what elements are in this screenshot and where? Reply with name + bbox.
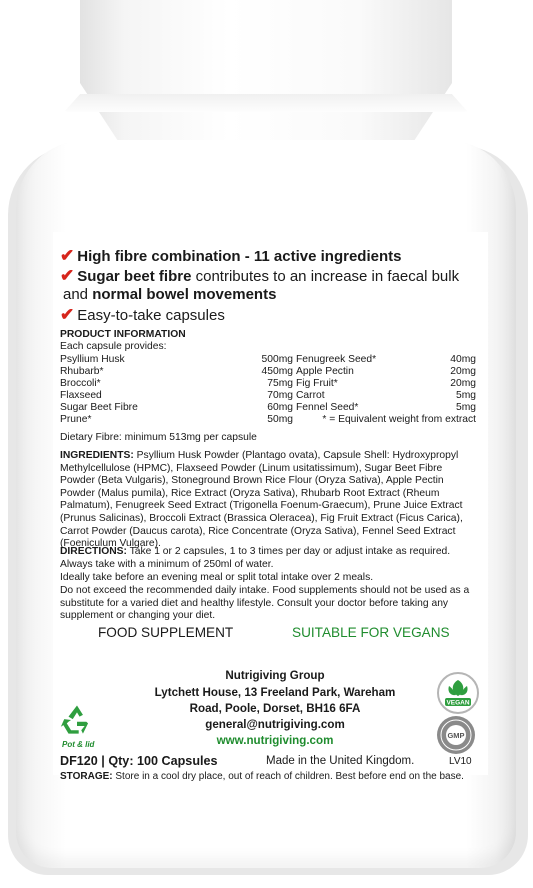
- gmp-badge: [437, 716, 475, 754]
- version-label: LV10: [449, 756, 472, 767]
- product-code: DF120 | Qty: 100 Capsules: [60, 754, 218, 768]
- benefit-1: ✔ High fibre combination - 11 active ingredients: [60, 246, 402, 265]
- food-supplement-label: FOOD SUPPLEMENT: [98, 625, 234, 640]
- vegan-badge-text: VEGAN: [446, 699, 470, 707]
- nutrient-name: Fenugreek Seed*: [296, 354, 377, 365]
- nutrient-name: Carrot: [296, 390, 325, 401]
- gmp-seal-icon: [437, 716, 475, 754]
- nutrient-amount: 500mg: [261, 354, 293, 365]
- company-name: Nutrigiving Group: [225, 669, 325, 682]
- checkmark-icon: ✔: [60, 266, 75, 285]
- storage-text: STORAGE: Store in a cool dry place, out of reach of children. Best before end on the base.: [60, 771, 464, 782]
- company-website: www.nutrigiving.com: [216, 734, 334, 747]
- gmp-badge-text: GMP: [447, 731, 465, 740]
- nutrient-amount: 20mg: [450, 378, 476, 389]
- bottle-cap-ring: [64, 94, 468, 112]
- benefit-3: ✔ Easy-to-take capsules: [60, 305, 225, 324]
- company-address-1: Lytchett House, 13 Freeland Park, Wareham: [154, 686, 396, 699]
- nutrient-name: Sugar Beet Fibre: [60, 402, 138, 413]
- nutrient-amount: 450mg: [261, 366, 293, 377]
- nutrient-amount: 5mg: [455, 390, 476, 401]
- nutrient-row: [60, 414, 476, 427]
- nutrient-amount: 75mg: [267, 378, 293, 389]
- benefit-2-cont: and normal bowel movements: [63, 286, 277, 303]
- suitable-for-vegans-label: SUITABLE FOR VEGANS: [292, 625, 450, 640]
- company-address-2: Road, Poole, Dorset, BH16 6FA: [189, 702, 361, 715]
- nutrient-amount: 5mg: [455, 402, 476, 413]
- nutrient-name: Broccoli*: [60, 378, 101, 389]
- company-email: general@nutrigiving.com: [205, 718, 345, 731]
- made-in-label: Made in the United Kingdom.: [266, 755, 415, 767]
- nutrient-name: Prune*: [60, 414, 92, 425]
- nutrient-name: Apple Pectin: [296, 366, 354, 377]
- leaf-icon: [439, 674, 477, 712]
- extract-note: * = Equivalent weight from extract: [322, 414, 476, 425]
- vegan-badge: [437, 672, 479, 714]
- checkmark-icon: ✔: [60, 246, 75, 265]
- directions-warning: Do not exceed the recommended daily intake. Food supplements should not be used as a substitute for a varied diet and healthy lifestyle. Consult your doctor before taking any supplement or changing your diet.: [60, 585, 470, 622]
- nutrient-name: Rhubarb*: [60, 366, 104, 377]
- ingredients-text: INGREDIENTS: Psyllium Husk Powder (Plantago ovata), Capsule Shell: Hydroxypropyl Methylcellulose (HPMC), Flaxseed Powder (Linum usitatissimum), Sugar Beet Fibre Powder (Beta Vulgaris), Stoneground Brown Rice Flour (Oryza Sativa), Apple Pectin Powder (Malus pumila), Rice Extract (Oryza Sativa), Rhubarb Root Extract (Rheum Palmatum), Fenugreek Seed Extract (Trigonella Foenum-Graecum), Prune Juice Extract (Prunus Salicinas), Broccoli Extract (Brassica Oleracea), Fig Fruit Extract (Ficus Carica), Carrot Powder (Daucus carota), Rice Concentrate (Oryza Sativa), Fennel Seed Extract (Foeniculum Vulgare).: [60, 450, 463, 550]
- nutrient-name: Flaxseed: [60, 390, 102, 401]
- pot-and-lid-label: Pot & lid: [62, 740, 95, 749]
- benefit-2: ✔ Sugar beet fibre contributes to an increase in faecal bulk: [60, 266, 460, 285]
- directions-text: DIRECTIONS: Take 1 or 2 capsules, 1 to 3 times per day or adjust intake as required. Always take with a minimum of 250ml of water.: [60, 546, 451, 570]
- product-info-heading: PRODUCT INFORMATION: [60, 329, 186, 340]
- nutrient-amount: 50mg: [267, 414, 293, 425]
- nutrient-name: Psyllium Husk: [60, 354, 125, 365]
- directions-line2: Ideally take before an evening meal or split total intake over 2 meals.: [60, 572, 374, 583]
- nutrient-name: Fig Fruit*: [296, 378, 338, 389]
- nutrient-amount: 70mg: [267, 390, 293, 401]
- dietary-fibre: Dietary Fibre: minimum 513mg per capsule: [60, 432, 257, 443]
- nutrient-amount: 20mg: [450, 366, 476, 377]
- nutrient-amount: 40mg: [450, 354, 476, 365]
- checkmark-icon: ✔: [60, 305, 75, 324]
- product-code-line: [60, 754, 218, 768]
- bottle-cap: [80, 0, 452, 151]
- nutrient-amount: 60mg: [267, 402, 293, 413]
- product-info-subheading: Each capsule provides:: [60, 341, 167, 352]
- recycle-icon: [60, 703, 94, 737]
- nutrient-name: Fennel Seed*: [296, 402, 359, 413]
